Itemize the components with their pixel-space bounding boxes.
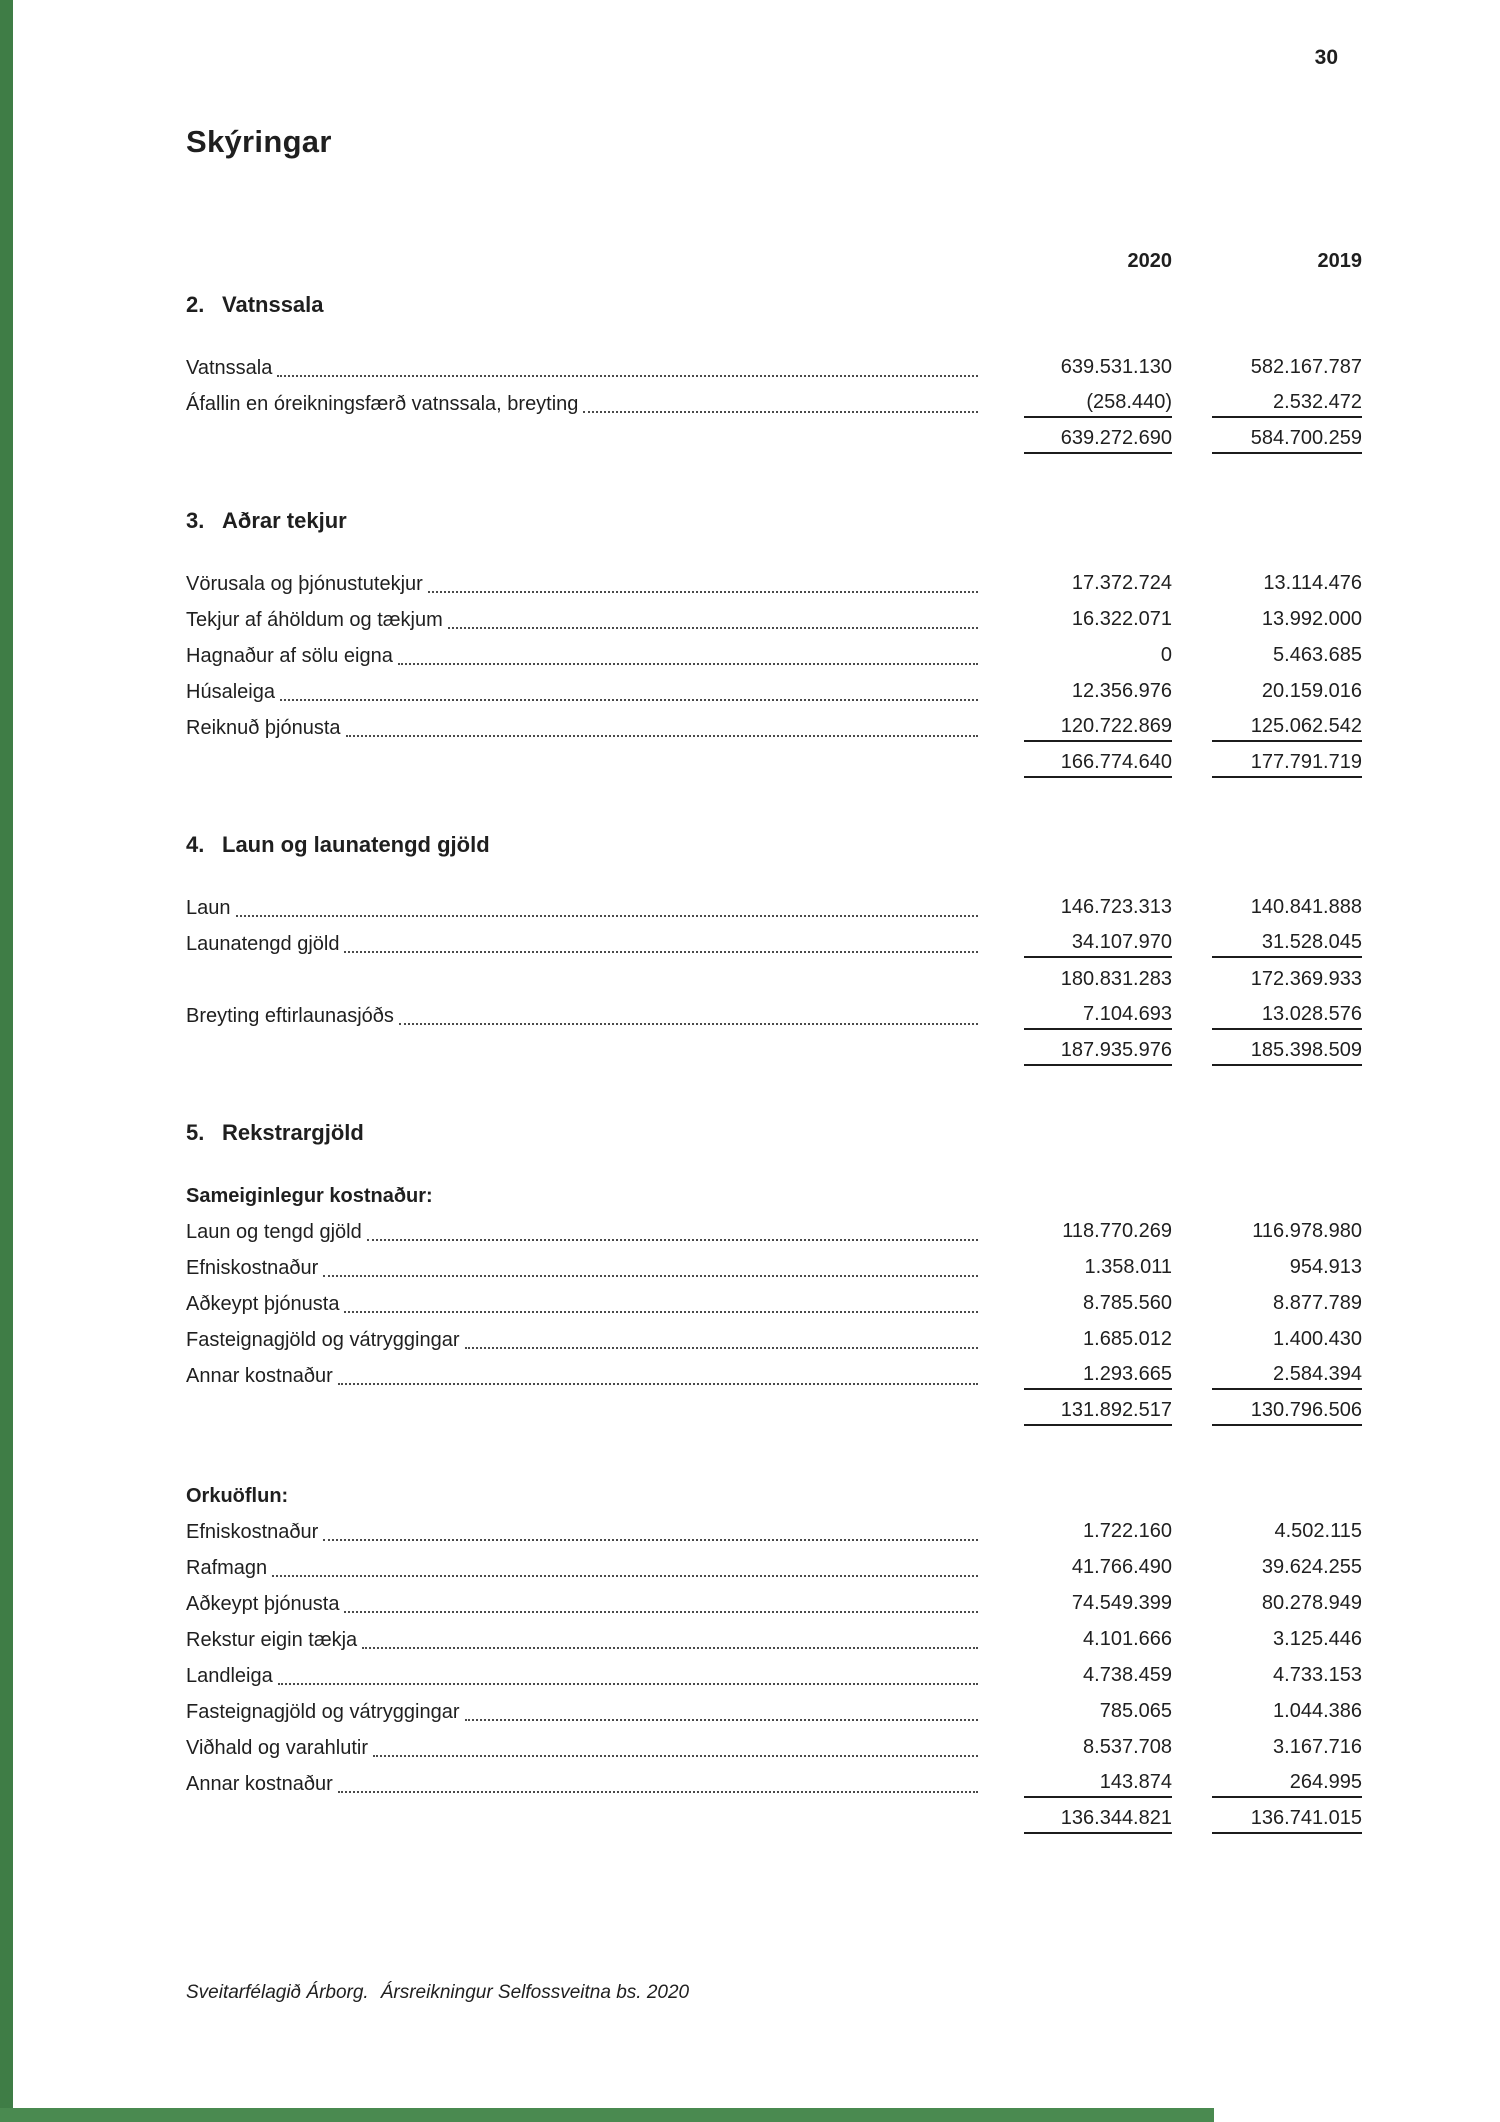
value-2019: 177.791.719	[1212, 751, 1362, 778]
row-group	[186, 1478, 1362, 1838]
dot-leader	[236, 915, 979, 917]
value-2019: 582.167.787	[1250, 355, 1362, 378]
row-label: Viðhald og varahlutir	[186, 1736, 368, 1759]
value-2020: 8.785.560	[1083, 1291, 1172, 1314]
value-2019: 1.044.386	[1273, 1699, 1362, 1722]
table-row	[186, 1286, 1362, 1322]
col-header-2020: 2020	[1127, 249, 1172, 272]
value-2020: 1.293.665	[1024, 1363, 1172, 1390]
row-label: Breyting eftirlaunasjóðs	[186, 1004, 394, 1027]
dot-leader	[448, 627, 978, 629]
row-group	[186, 350, 1362, 458]
row-label: Húsaleiga	[186, 680, 275, 703]
row-label: Áfallin en óreikningsfærð vatnssala, breyting	[186, 392, 579, 415]
value-2020: 166.774.640	[1024, 751, 1172, 778]
table-row	[186, 710, 1362, 746]
scan-edge-bottom	[0, 2108, 1214, 2122]
row-label: Annar kostnaður	[186, 1364, 333, 1387]
page-title: Skýringar	[186, 124, 332, 159]
value-2020: 4.101.666	[1083, 1627, 1172, 1650]
value-2020: 7.104.693	[1024, 1003, 1172, 1030]
dot-leader	[277, 375, 978, 377]
dot-leader	[272, 1575, 978, 1577]
dot-leader	[323, 1275, 978, 1277]
table-row	[186, 638, 1362, 674]
value-2020: 16.322.071	[1071, 607, 1172, 630]
dot-leader	[465, 1347, 978, 1349]
row-label: Vatnssala	[186, 356, 273, 379]
value-2020: 1.685.012	[1083, 1327, 1172, 1350]
row-label: Fasteignagjöld og vátryggingar	[186, 1700, 460, 1723]
section	[186, 1120, 1362, 1838]
row-label: Aðkeypt þjónusta	[186, 1592, 340, 1615]
section	[186, 292, 1362, 458]
dot-leader	[583, 411, 978, 413]
value-2019: 8.877.789	[1273, 1291, 1362, 1314]
table-row	[186, 350, 1362, 386]
table-row	[186, 1622, 1362, 1658]
value-2019: 172.369.933	[1250, 967, 1362, 990]
section-heading	[186, 1120, 1362, 1146]
dot-leader	[428, 591, 978, 593]
value-2020: 1.722.160	[1083, 1519, 1172, 1542]
section-heading	[186, 832, 1362, 858]
dot-leader	[465, 1719, 978, 1721]
section-number: 4.	[186, 832, 205, 857]
table-row	[186, 1514, 1362, 1550]
section-number: 5.	[186, 1120, 205, 1145]
value-2020: 187.935.976	[1024, 1039, 1172, 1066]
total-row	[186, 422, 1362, 458]
dot-leader	[278, 1683, 978, 1685]
value-2019: 130.796.506	[1212, 1399, 1362, 1426]
dot-leader	[280, 699, 978, 701]
dot-leader	[362, 1647, 978, 1649]
value-2020: 136.344.821	[1024, 1807, 1172, 1834]
value-2019: 31.528.045	[1212, 931, 1362, 958]
table-row	[186, 1550, 1362, 1586]
total-row	[186, 962, 1362, 998]
row-label: Rafmagn	[186, 1556, 268, 1579]
value-2019: 13.028.576	[1212, 1003, 1362, 1030]
value-2019: 80.278.949	[1261, 1591, 1362, 1614]
value-2019: 4.502.115	[1274, 1519, 1362, 1542]
value-2019: 185.398.509	[1212, 1039, 1362, 1066]
value-2020: 0	[1160, 643, 1172, 666]
table-row	[186, 1358, 1362, 1394]
table-row	[186, 926, 1362, 962]
table-row	[186, 1214, 1362, 1250]
value-2020: 118.770.269	[1062, 1219, 1172, 1242]
value-2019: 5.463.685	[1273, 643, 1362, 666]
table-row	[186, 1766, 1362, 1802]
row-label: Rekstur eigin tækja	[186, 1628, 358, 1651]
group-subheading: Sameiginlegur kostnaður:	[186, 1184, 433, 1207]
value-2019: 39.624.255	[1261, 1555, 1362, 1578]
row-label: Efniskostnaður	[186, 1520, 319, 1543]
row-label: Landleiga	[186, 1664, 273, 1687]
total-row	[186, 1034, 1362, 1070]
section-title: Aðrar tekjur	[222, 508, 347, 533]
table-row	[186, 1250, 1362, 1286]
section-title: Vatnssala	[222, 292, 324, 317]
dot-leader	[338, 1383, 978, 1385]
value-2019: 584.700.259	[1212, 427, 1362, 454]
row-label: Reiknuð þjónusta	[186, 716, 341, 739]
table-row	[186, 1730, 1362, 1766]
value-2020: 131.892.517	[1024, 1399, 1172, 1426]
value-2019: 136.741.015	[1212, 1807, 1362, 1834]
group-subheading: Orkuöflun:	[186, 1484, 289, 1507]
value-2019: 140.841.888	[1250, 895, 1362, 918]
value-2019: 4.733.153	[1273, 1663, 1362, 1686]
value-2020: 4.738.459	[1083, 1663, 1172, 1686]
value-2020: 34.107.970	[1024, 931, 1172, 958]
table-row	[186, 1658, 1362, 1694]
section-number: 2.	[186, 292, 205, 317]
value-2019: 116.978.980	[1252, 1219, 1362, 1242]
value-2019: 3.167.716	[1273, 1735, 1362, 1758]
value-2019: 3.125.446	[1273, 1627, 1362, 1650]
value-2019: 13.114.476	[1263, 571, 1362, 594]
value-2019: 13.992.000	[1261, 607, 1362, 630]
table-row	[186, 602, 1362, 638]
value-2019: 20.159.016	[1261, 679, 1362, 702]
value-2020: 785.065	[1099, 1699, 1172, 1722]
page-footer	[186, 1982, 689, 2004]
section-heading	[186, 508, 1362, 534]
row-label: Fasteignagjöld og vátryggingar	[186, 1328, 460, 1351]
section-title: Rekstrargjöld	[222, 1120, 364, 1145]
row-label: Laun og tengd gjöld	[186, 1220, 362, 1243]
dot-leader	[346, 735, 978, 737]
section-number: 3.	[186, 508, 205, 533]
year-column-headers	[186, 248, 1362, 274]
scan-edge-left	[0, 0, 13, 2122]
total-row	[186, 1394, 1362, 1430]
row-label: Efniskostnaður	[186, 1256, 319, 1279]
table-row	[186, 566, 1362, 602]
dot-leader	[399, 1023, 978, 1025]
table-row	[186, 890, 1362, 926]
value-2020: 143.874	[1024, 1771, 1172, 1798]
row-group	[186, 566, 1362, 782]
value-2019: 2.584.394	[1212, 1363, 1362, 1390]
table-row	[186, 386, 1362, 422]
total-row	[186, 746, 1362, 782]
value-2020: 1.358.011	[1084, 1255, 1172, 1278]
footer-company: Sveitarfélagið Árborg.	[186, 1982, 369, 2003]
row-group	[186, 890, 1362, 1070]
value-2020: 41.766.490	[1071, 1555, 1172, 1578]
row-label: Aðkeypt þjónusta	[186, 1292, 340, 1315]
dot-leader	[367, 1239, 978, 1241]
row-label: Tekjur af áhöldum og tækjum	[186, 608, 443, 631]
dot-leader	[338, 1791, 978, 1793]
value-2020: 74.549.399	[1071, 1591, 1172, 1614]
table-row	[186, 1322, 1362, 1358]
value-2020: 8.537.708	[1083, 1735, 1172, 1758]
dot-leader	[373, 1755, 978, 1757]
dot-leader	[398, 663, 978, 665]
row-label: Annar kostnaður	[186, 1772, 333, 1795]
section-title: Laun og launatengd gjöld	[222, 832, 490, 857]
value-2019: 264.995	[1212, 1771, 1362, 1798]
dot-leader	[344, 1311, 978, 1313]
value-2019: 2.532.472	[1212, 391, 1362, 418]
row-label: Vörusala og þjónustutekjur	[186, 572, 423, 595]
total-row	[186, 1802, 1362, 1838]
value-2020: 120.722.869	[1024, 715, 1172, 742]
value-2019: 954.913	[1289, 1255, 1362, 1278]
section	[186, 832, 1362, 1070]
dot-leader	[344, 1611, 978, 1613]
value-2020: 12.356.976	[1071, 679, 1172, 702]
value-2020: 180.831.283	[1060, 967, 1172, 990]
value-2019: 125.062.542	[1212, 715, 1362, 742]
dot-leader	[344, 951, 978, 953]
table-row	[186, 1586, 1362, 1622]
table-row	[186, 674, 1362, 710]
section	[186, 508, 1362, 782]
table-row	[186, 998, 1362, 1034]
sections	[186, 292, 1362, 1838]
content	[186, 248, 1362, 1838]
value-2019: 1.400.430	[1273, 1327, 1362, 1350]
row-label: Launatengd gjöld	[186, 932, 340, 955]
row-group	[186, 1178, 1362, 1430]
value-2020: 639.272.690	[1024, 427, 1172, 454]
value-2020: 639.531.130	[1060, 355, 1172, 378]
col-header-2019: 2019	[1317, 249, 1362, 272]
row-label: Laun	[186, 896, 231, 919]
table-row	[186, 1694, 1362, 1730]
page-number: 30	[1314, 46, 1338, 69]
value-2020: 17.372.724	[1071, 571, 1172, 594]
footer-report-name: Ársreikningur Selfossveitna bs. 2020	[380, 1982, 690, 2003]
value-2020: 146.723.313	[1060, 895, 1172, 918]
value-2020: (258.440)	[1024, 391, 1172, 418]
dot-leader	[323, 1539, 978, 1541]
section-heading	[186, 292, 1362, 318]
row-label: Hagnaður af sölu eigna	[186, 644, 393, 667]
